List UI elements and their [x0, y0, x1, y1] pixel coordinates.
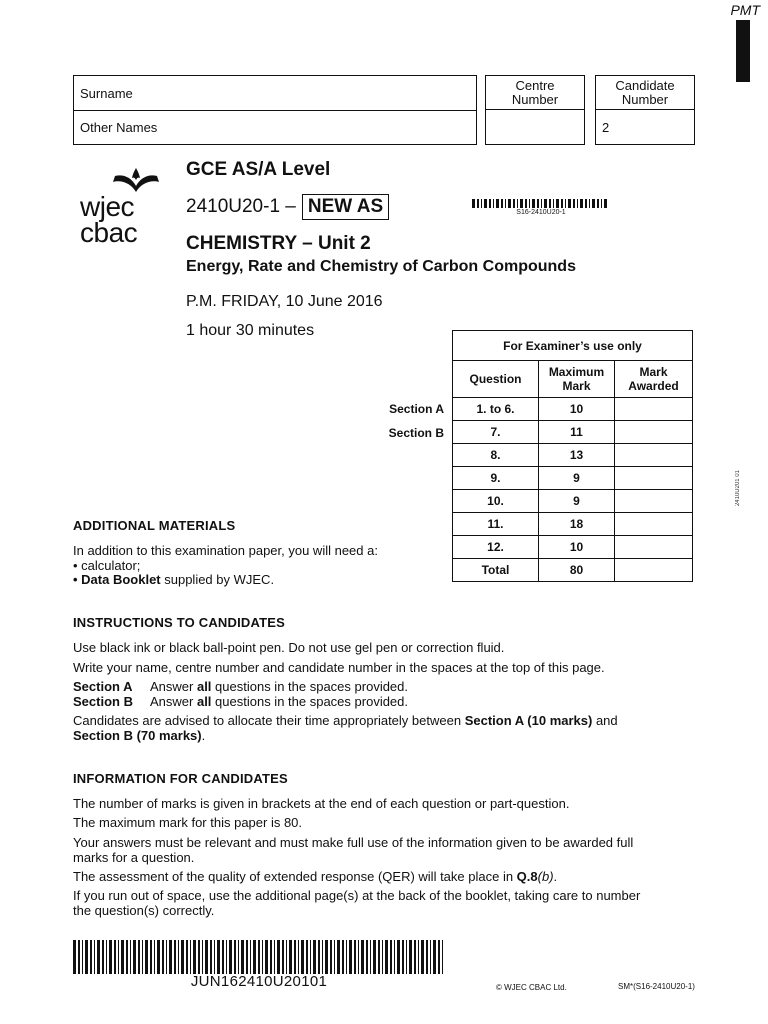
centre-number-field[interactable] [486, 110, 584, 144]
surname-label: Surname [80, 85, 133, 101]
barcode-bar [556, 199, 559, 208]
centre-number-box [485, 75, 585, 145]
barcode-bar [568, 199, 571, 208]
barcode-bar [109, 940, 112, 974]
barcode-bar [270, 940, 272, 974]
mark-awarded-cell[interactable] [615, 444, 693, 467]
unit-title: Energy, Rate and Chemistry of Carbon Compounds [186, 258, 576, 275]
table-row [453, 490, 693, 513]
section-a-bold: Section A [73, 679, 133, 694]
information-heading: INFORMATION FOR CANDIDATES [73, 771, 288, 786]
barcode-bar [406, 940, 407, 974]
barcode-bar [157, 940, 160, 974]
instructions-heading: INSTRUCTIONS TO CANDIDATES [73, 615, 286, 630]
instruction-line-ink: Use black ink or black ball-point pen. Do not use gel pen or correction fluid. [73, 640, 505, 655]
barcode-bar [121, 940, 124, 974]
barcode-bar [508, 199, 511, 208]
other-names-field[interactable] [74, 110, 476, 144]
barcode-bar [592, 199, 595, 208]
info-line-qer [73, 869, 557, 884]
info-line-relevant-1: Your answers must be relevant and must make full use of the information given to be awarded full [73, 835, 634, 850]
barcode-bar [537, 199, 539, 208]
barcode-bar [186, 940, 188, 974]
barcode-bar [246, 940, 248, 974]
barcode-bar [145, 940, 148, 974]
time-pre: Candidates are advised to allocate their time appropriately between [73, 713, 465, 728]
table-row [453, 444, 693, 467]
barcode-bar [597, 199, 599, 208]
instruction-line-name: Write your name, centre number and candidate number in the spaces at the top of this page. [73, 660, 605, 675]
barcode-bar [258, 940, 260, 974]
barcode-bar [82, 940, 83, 974]
candidate-number-label-text: Candidate Number [615, 78, 675, 107]
section-b-label: Section B [388, 426, 444, 440]
barcode-bar [604, 199, 607, 208]
barcode-bar [322, 940, 323, 974]
examiner-table-title: For Examiner’s use only [453, 331, 693, 361]
time-section-b: Section B (70 marks) [73, 728, 202, 743]
time-section-a: Section A (10 marks) [464, 713, 593, 728]
barcode-bar [378, 940, 380, 974]
examiner-table-title-row [453, 331, 693, 361]
section-a-post: questions in the spaces provided. [211, 679, 409, 694]
section-b-pre: Answer [150, 694, 197, 709]
barcode-bar [294, 940, 296, 974]
barcode-bar [430, 940, 431, 974]
barcode-bar [138, 940, 140, 974]
barcode-bar [414, 940, 416, 974]
exam-duration: 1 hour 30 minutes [186, 322, 315, 339]
section-a-label: Section A [389, 402, 444, 416]
barcode-bar [477, 199, 479, 208]
barcode-bar [90, 940, 92, 974]
barcode-bar [505, 199, 506, 208]
barcode-bar [142, 940, 143, 974]
barcode-bar [274, 940, 275, 974]
barcode-bar [370, 940, 371, 974]
barcode-bar [85, 940, 88, 974]
barcode-bar [513, 199, 515, 208]
mark-awarded-cell[interactable] [615, 398, 693, 421]
barcode-bar [373, 940, 376, 974]
table-row [453, 536, 693, 559]
barcode-bar [358, 940, 359, 974]
table-row [453, 513, 693, 536]
small-barcode-text: S16-2410U20-1 [516, 209, 566, 216]
barcode-bar [286, 940, 287, 974]
mark-awarded-cell[interactable] [615, 490, 693, 513]
barcode-bar [318, 940, 320, 974]
barcode-bar [217, 940, 220, 974]
barcode-bar [301, 940, 304, 974]
barcode-bar [150, 940, 152, 974]
col-mark-awarded-text: Mark Awarded [628, 365, 679, 393]
barcode-bar [561, 199, 563, 208]
barcode-bar [229, 940, 232, 974]
section-b-all: all [196, 694, 212, 709]
barcode-bar [433, 940, 436, 974]
examiner-table-header [453, 361, 693, 398]
barcode-bar [580, 199, 583, 208]
max-mark-cell: 9 [539, 490, 615, 513]
section-b-bold: Section B [73, 694, 133, 709]
col-question: Question [453, 361, 539, 398]
max-mark-cell: 10 [539, 536, 615, 559]
barcode-bar [394, 940, 395, 974]
barcode-bar [472, 199, 475, 208]
copyright: © WJEC CBAC Ltd. [496, 983, 567, 992]
barcode-bar [178, 940, 179, 974]
additional-materials-intro: In addition to this examination paper, you will need a: [73, 543, 378, 558]
barcode-bar [214, 940, 215, 974]
info-line-space-2: the question(s) correctly. [73, 903, 215, 918]
barcode-bar [222, 940, 224, 974]
paper-code: 2410U20-1 – [186, 196, 296, 217]
question-cell: 12. [453, 536, 539, 559]
barcode-bar [78, 940, 80, 974]
corner-label: PMT [730, 2, 760, 18]
barcode-bar [517, 199, 518, 208]
barcode-bar [133, 940, 136, 974]
qualification-level: GCE AS/A Level [186, 159, 331, 180]
barcode-bar [532, 199, 535, 208]
instruction-time-line2 [73, 728, 205, 743]
examiner-table [452, 330, 693, 582]
barcode-bar [154, 940, 155, 974]
qer-end: . [553, 869, 558, 884]
barcode-bar [166, 940, 167, 974]
other-names-label: Other Names [80, 120, 158, 135]
candidate-name-box [73, 75, 477, 145]
max-mark-cell: 11 [539, 421, 615, 444]
barcode-bar [541, 199, 542, 208]
barcode-bar [520, 199, 523, 208]
barcode-bar [402, 940, 404, 974]
barcode-bar [205, 940, 208, 974]
barcode-bar [174, 940, 176, 974]
barcode-bar [438, 940, 440, 974]
barcode-bar [262, 940, 263, 974]
barcode-bar [346, 940, 347, 974]
mark-awarded-cell[interactable] [615, 467, 693, 490]
barcode-bar [489, 199, 491, 208]
time-end: . [201, 728, 206, 743]
total-label: Total [453, 559, 539, 582]
section-b-post: questions in the spaces provided. [211, 694, 409, 709]
barcode-bar [361, 940, 364, 974]
sm-code: SM*(S16-2410U20-1) [618, 982, 695, 991]
logo-text-cbac: cbac [80, 217, 138, 248]
barcode-bar [126, 940, 128, 974]
qer-question: Q.8 [516, 869, 538, 884]
qer-part: (b) [537, 869, 554, 884]
barcode-bar [97, 940, 100, 974]
mark-awarded-cell[interactable] [615, 421, 693, 444]
mark-awarded-cell[interactable] [615, 513, 693, 536]
candidate-number-field[interactable]: 2 [602, 119, 610, 135]
candidate-number-box [595, 75, 695, 145]
barcode-bar [549, 199, 551, 208]
barcode-bar [397, 940, 400, 974]
barcode-bar [210, 940, 212, 974]
max-mark-cell: 13 [539, 444, 615, 467]
barcode-bar [277, 940, 280, 974]
info-line-marks: The number of marks is given in brackets at the end of each question or part-question. [73, 796, 570, 811]
barcode-bar [565, 199, 566, 208]
qer-pre: The assessment of the quality of extended response (QER) will take place in [73, 869, 517, 884]
barcode-bar [130, 940, 131, 974]
barcode-bar [313, 940, 316, 974]
instruction-time-line1 [73, 713, 618, 728]
table-row [453, 467, 693, 490]
barcode-bar [94, 940, 95, 974]
barcode-bar [496, 199, 499, 208]
additional-materials-heading: ADDITIONAL MATERIALS [73, 518, 236, 533]
barcode-bar [421, 940, 424, 974]
centre-number-label [486, 76, 584, 110]
barcode-bar [289, 940, 292, 974]
barcode-bar [298, 940, 299, 974]
barcode-bar [501, 199, 503, 208]
barcode-bar [544, 199, 547, 208]
barcode-bar [162, 940, 164, 974]
barcode-bar [589, 199, 590, 208]
barcode-bar [442, 940, 443, 974]
barcode-bar [529, 199, 530, 208]
max-mark-cell: 9 [539, 467, 615, 490]
logo-text-wjec: wjec [80, 191, 135, 222]
subject-title: CHEMISTRY – Unit 2 [186, 233, 371, 254]
barcode-bar [102, 940, 104, 974]
barcode-bar [349, 940, 352, 974]
barcode-bar [253, 940, 256, 974]
barcode-bar [553, 199, 554, 208]
barcode-bar [114, 940, 116, 974]
total-row [453, 559, 693, 582]
instruction-section-b [73, 694, 408, 709]
barcode-bar [234, 940, 236, 974]
barcode-bar [238, 940, 239, 974]
paper-code-line [186, 194, 389, 220]
barcode-bar [354, 940, 356, 974]
question-cell: 11. [453, 513, 539, 536]
centre-number-label-text: Centre Number [511, 78, 559, 107]
barcode-bar [181, 940, 184, 974]
barcode-bar [282, 940, 284, 974]
question-cell: 9. [453, 467, 539, 490]
instruction-section-a [73, 679, 408, 694]
question-cell: 1. to 6. [453, 398, 539, 421]
candidate-number-label [596, 76, 694, 110]
wjec-logo [80, 168, 160, 246]
barcode-bar [241, 940, 244, 974]
col-max-mark [539, 361, 615, 398]
mark-awarded-cell[interactable] [615, 536, 693, 559]
barcode-bar [342, 940, 344, 974]
barcode-bar [190, 940, 191, 974]
info-line-max: The maximum mark for this paper is 80. [73, 815, 303, 830]
small-barcode [472, 199, 610, 208]
exam-date: P.M. FRIDAY, 10 June 2016 [186, 293, 383, 310]
question-cell: 10. [453, 490, 539, 513]
additional-materials-item-booklet [73, 572, 274, 587]
barcode-bar [330, 940, 332, 974]
barcode-bar [118, 940, 119, 974]
section-a-all: all [196, 679, 212, 694]
barcode-bar [481, 199, 482, 208]
barcode-bar [493, 199, 494, 208]
barcode-bar [585, 199, 587, 208]
barcode-bar [306, 940, 308, 974]
booklet-bold: • Data Booklet [73, 572, 161, 587]
barcode-bar [409, 940, 412, 974]
barcode-bar [426, 940, 428, 974]
barcode-bar [265, 940, 268, 974]
main-barcode [73, 940, 445, 974]
total-max-mark: 80 [539, 559, 615, 582]
barcode-bar [385, 940, 388, 974]
additional-materials-item-calculator: • calculator; [73, 558, 141, 573]
side-code: 2410U201 01 [735, 470, 741, 507]
barcode-bar [601, 199, 602, 208]
time-mid: and [592, 713, 618, 728]
barcode-bar [573, 199, 575, 208]
barcode-bar [169, 940, 172, 974]
booklet-rest: supplied by WJEC. [160, 572, 275, 587]
barcode-bar [390, 940, 392, 974]
barcode-bar [366, 940, 368, 974]
barcode-bar [484, 199, 487, 208]
barcode-bar [418, 940, 419, 974]
max-mark-cell: 18 [539, 513, 615, 536]
total-awarded[interactable] [615, 559, 693, 582]
barcode-bar [106, 940, 107, 974]
barcode-bar [525, 199, 527, 208]
question-cell: 8. [453, 444, 539, 467]
barcode-bar [73, 940, 76, 974]
barcode-bar [226, 940, 227, 974]
table-row [453, 421, 693, 444]
new-as-badge: NEW AS [302, 194, 389, 220]
barcode-bar [382, 940, 383, 974]
barcode-bar [310, 940, 311, 974]
page-edge-marker [736, 20, 750, 82]
barcode-bar [198, 940, 200, 974]
barcode-bar [337, 940, 340, 974]
max-mark-cell: 10 [539, 398, 615, 421]
main-barcode-text: JUN162410U20101 [190, 973, 328, 990]
section-a-pre: Answer [150, 679, 197, 694]
question-cell: 7. [453, 421, 539, 444]
barcode-bar [193, 940, 196, 974]
col-mark-awarded [615, 361, 693, 398]
surname-field[interactable] [74, 76, 476, 110]
barcode-bar [334, 940, 335, 974]
barcode-bar [577, 199, 578, 208]
barcode-bar [250, 940, 251, 974]
barcode-bar [325, 940, 328, 974]
barcode-bar [202, 940, 203, 974]
info-line-space-1: If you run out of space, use the additional page(s) at the back of the booklet, taking care to number [73, 888, 641, 903]
col-max-mark-text: Maximum Mark [548, 365, 605, 393]
table-row [453, 398, 693, 421]
info-line-relevant-2: marks for a question. [73, 850, 195, 865]
